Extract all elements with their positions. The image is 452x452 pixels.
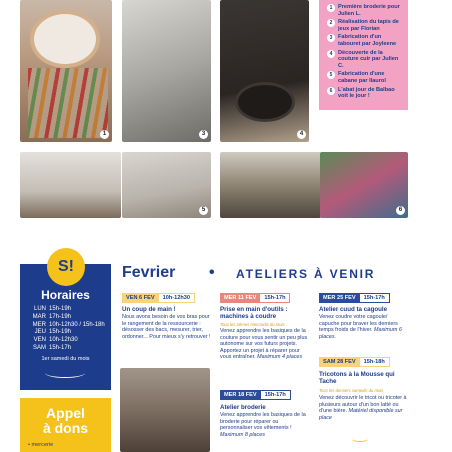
event-description-text: Venez apprendre les basiques de la broderie pour réparer ou personnaliser vos vêtements ! <box>220 412 306 432</box>
hours-row <box>28 345 105 353</box>
event-capacity: Maximum 6 places. <box>319 327 402 340</box>
event-description-text: Venez apprendre les basiques de la couture pour vous sentir un peu plus autonome sur vos futurs projets. Apportez un projet à réparer pour vous entraîner. <box>220 328 308 361</box>
event-hours: 15h-17h <box>260 293 290 303</box>
event-date: MER 18 FEV <box>220 390 261 400</box>
embroidery-hoop-shape <box>30 10 100 68</box>
photo-workshop-2 <box>122 152 211 218</box>
horaires-panel <box>20 258 111 390</box>
event-title: Prise en main d'outils : machines à coudre <box>220 306 288 321</box>
event-capacity: Maximum 4 places <box>257 354 303 361</box>
event-hours: 15h-17h <box>360 293 390 303</box>
realisation-item <box>327 87 402 100</box>
hours-row <box>28 306 105 314</box>
hours-note: 1er samedi du mois <box>41 356 90 362</box>
appel-title <box>20 398 111 436</box>
photo-number-badge: 3 <box>199 130 208 139</box>
appel-item: • mercerie <box>28 442 54 448</box>
realisation-item <box>327 34 402 47</box>
photo-number-badge: 5 <box>199 206 208 215</box>
event-date-bar <box>220 390 291 400</box>
hours-row <box>28 322 105 330</box>
hours-day: SAM <box>32 344 46 351</box>
appel-title-line: Appel <box>46 405 85 421</box>
event-hours: 15h-18h <box>360 357 390 367</box>
hours-day: MAR <box>32 313 46 320</box>
realisation-number: 5 <box>327 71 335 79</box>
realisation-item <box>327 50 402 70</box>
realisation-number: 3 <box>327 34 335 42</box>
event-title: Atelier broderie <box>220 404 266 411</box>
event-date-bar <box>220 293 290 303</box>
photo-workshop-3 <box>220 152 321 218</box>
realisation-text: Découverte de la couture cuir par Julien C. <box>338 49 399 69</box>
event-description <box>220 412 312 438</box>
event-hours: 15h-17h <box>261 390 291 400</box>
hours-day: LUN <box>33 306 46 312</box>
photo-material-shelves <box>120 368 210 452</box>
event-description <box>220 328 312 361</box>
squiggle-decoration <box>352 436 368 442</box>
realisations-box <box>319 0 408 110</box>
realisation-number: 4 <box>327 50 335 58</box>
hours-value: 17h-19h <box>49 313 72 320</box>
thread-skeins-shape <box>28 68 108 138</box>
hours-day: JEU <box>34 329 46 336</box>
photo-number-badge: 6 <box>396 206 405 215</box>
header-bullet: • <box>209 264 215 281</box>
event-date: VEN 6 FEV <box>122 293 159 303</box>
photo-workshop-1 <box>20 152 121 218</box>
hours-row <box>28 329 105 337</box>
event-hours: 10h-12h30 <box>159 293 195 303</box>
hat-shape <box>235 82 295 122</box>
month-title: Fevrier <box>122 264 176 281</box>
event-date: MER 11 FEV <box>220 293 260 303</box>
logo-badge: S! <box>47 248 85 286</box>
event-title: Atelier cuud ta cagoule <box>319 306 388 313</box>
realisation-item <box>327 4 402 17</box>
photo-number-badge: 1 <box>100 130 109 139</box>
hours-value: 15h-19h <box>49 306 72 312</box>
realisation-text: L'abat jour de Balbao voit le jour ! <box>338 86 395 100</box>
event-date: MER 25 FEV <box>319 293 360 303</box>
realisation-text: Réalisation du tapis de jeux par Florian <box>338 19 399 32</box>
hours-day: MER <box>32 321 46 328</box>
horaires-title: Horaires <box>41 288 90 302</box>
realisation-number: 1 <box>327 4 335 12</box>
event-title: Tricotons à la Mousse qui Tache <box>319 371 395 386</box>
event-subtitle: Tous les derniers samedis du mois <box>319 388 384 393</box>
realisation-text: Fabrication d'une cabane par Ilaurol <box>338 71 386 84</box>
photo-embroidery-threads <box>20 0 112 142</box>
event-date-bar <box>319 293 390 303</box>
photo-fabric-sewing <box>320 152 408 218</box>
realisation-item <box>327 19 402 32</box>
realisation-text: Fabrication d'un tabouret par Joyleene <box>338 34 397 47</box>
photo-table-tools <box>122 0 211 142</box>
hours-value: 15h-17h <box>49 344 72 351</box>
event-date-bar <box>122 293 195 303</box>
hours-day: VEN <box>33 337 46 344</box>
realisation-number: 6 <box>327 87 335 95</box>
event-date-bar <box>319 357 390 367</box>
photo-number-badge: 4 <box>297 130 306 139</box>
event-capacity: Maximum 8 places <box>220 431 265 438</box>
event-description <box>319 314 409 340</box>
hours-value: 15h-19h <box>49 329 72 336</box>
squiggle-decoration <box>45 368 85 378</box>
hours-value: 10h-12h30 / 15h-18h <box>49 321 105 328</box>
hours-row <box>28 314 105 322</box>
photo-black-hat <box>220 0 309 142</box>
appel-title-line: à dons <box>42 420 89 436</box>
event-description-text: Venez coudre votre cagoule/ capuche pour braver les derniers temps froids de l'hiver. <box>319 314 398 334</box>
hours-value: 10h-12h30 <box>49 337 78 344</box>
appel-dons-panel <box>20 398 111 452</box>
event-subtitle: Tous les 2èmes mercredis du mois <box>220 322 285 327</box>
event-description: Nous avons besoin de vos bras pour le rangement de la ressourcerie : désosser des bacs, mesurer, trier, ordonner... Pour mieux s'y retrouver ! <box>122 314 211 340</box>
event-description-text: Venez découvrir le tricot ou tricoter à plusieurs autour d'un bon latté ou d'une bière. <box>319 395 407 415</box>
realisation-item <box>327 71 402 84</box>
event-description <box>319 395 409 421</box>
realisation-number: 2 <box>327 19 335 27</box>
hours-list <box>28 306 105 353</box>
event-title: Un coup de main ! <box>122 306 176 313</box>
hours-row <box>28 337 105 345</box>
event-capacity: Matériel disponible sur place <box>319 408 403 421</box>
realisation-text: Première broderie pour Julien L. <box>338 4 400 17</box>
ateliers-title: ATELIERS À VENIR <box>236 267 376 281</box>
event-date: SAM 28 FEV <box>319 357 360 367</box>
